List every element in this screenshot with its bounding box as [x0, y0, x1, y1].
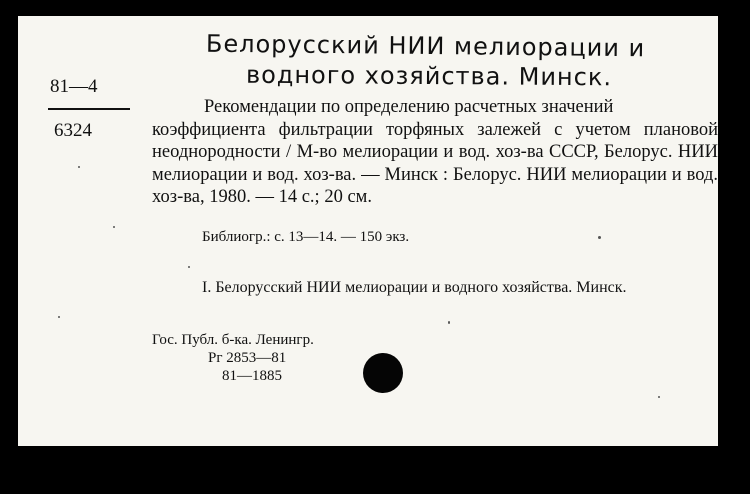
speck	[58, 316, 60, 318]
speck	[113, 226, 115, 228]
shelfmark-divider	[48, 108, 130, 110]
library-stamp-line3: 81—1885	[222, 368, 282, 384]
speck	[598, 236, 601, 239]
speck	[78, 166, 80, 168]
description-rest: коэффициента фильтрации торфяных залежей с учетом плановой неоднородности / М-во мелиорации и вод. хоз-ва СССР, Белорус. НИИ мелиорации и вод. хоз-ва. — Минск : Белорус. НИИ мелиорации и вод. хоз-ва, 1980. — 14 с.; 20 см.	[152, 119, 718, 207]
catalog-card	[18, 16, 718, 446]
punch-hole	[363, 353, 403, 393]
description-first-line: Рекомендации по определению расчетных значений	[204, 97, 614, 117]
added-entry: I. Белорусский НИИ мелиорации и водного хозяйства. Минск.	[202, 279, 627, 296]
speck	[188, 266, 190, 268]
speck	[658, 396, 660, 398]
handwritten-heading-line2: водного хозяйства. Минск.	[245, 60, 613, 92]
library-stamp-line2: Рг 2853—81	[208, 350, 287, 366]
shelfmark-top: 81—4	[50, 76, 98, 97]
speck	[448, 321, 450, 324]
bibliography-note: Библиогр.: с. 13—14. — 150 экз.	[202, 229, 410, 245]
shelfmark-bottom: 6324	[54, 120, 92, 141]
handwritten-heading-line1: Белорусский НИИ мелиорации и	[205, 29, 646, 63]
library-stamp-line1: Гос. Публ. б-ка. Ленингр.	[152, 332, 314, 348]
bibliographic-description	[152, 96, 718, 209]
